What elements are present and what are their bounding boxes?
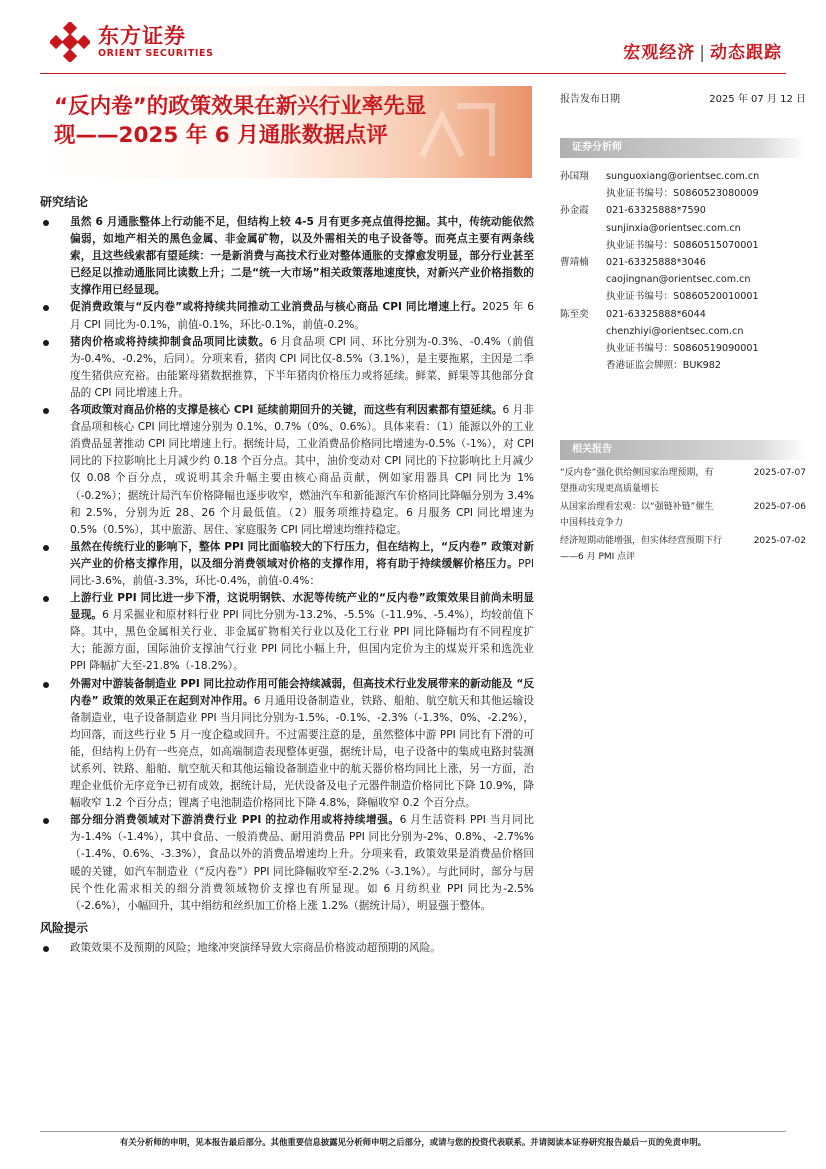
bullet-bold-text: 部分细分消费领域对下游消费行业 PPI 的拉动作用或将持续增强。 <box>70 814 400 827</box>
title-banner <box>40 86 532 178</box>
conclusion-bullet <box>40 402 534 539</box>
bullet-text: 6 月采掘业和原材料行业 PPI 同比分别为-13.2%、-5.5%（-11.9%、-5.4%），均较前值下降。其中，黑色金属相关行业、非金属矿物相关行业以及化工行业 PPI 同比降幅均有不同程度扩大；能源方面，国际油价支撑油气行业 PPI 同比小幅上升，但国内定价为主的煤炭开采和选洗业 PPI 降幅扩大至-21.8%（-18.2%）。 <box>70 609 534 673</box>
analyst-license: 执业证书编号：S0860523080009 <box>606 188 759 200</box>
related-report-date: 2025-07-02 <box>753 536 806 546</box>
related-report-date: 2025-07-07 <box>753 468 806 478</box>
analyst-email[interactable]: sunjinxia@orientsec.com.cn <box>606 222 741 234</box>
research-body <box>40 193 534 957</box>
analyst-name: 陈至奕 <box>560 308 589 320</box>
related-report-item[interactable] <box>560 465 806 497</box>
bullet-bold-text: 上游行业 PPI 同比进一步下滑，这说明钢铁、水泥等传统产业的“反内卷”政策效果目前尚未明显显现。 <box>70 592 534 622</box>
brand-logo <box>50 22 214 62</box>
conclusion-heading: 研究结论 <box>40 195 89 209</box>
related-report-title-l2: ——6 月 PMI 点评 <box>560 552 636 562</box>
related-report-title-l1: 经济短期动能增强，但实体经营预期下行 <box>560 536 723 546</box>
analyst-name: 曹靖楠 <box>560 257 589 269</box>
report-type: 宏观经济 | 动态跟踪 <box>623 43 782 63</box>
analyst-email[interactable]: sunguoxiang@orientsec.com.cn <box>606 171 760 182</box>
related-header-bar: 相关报告 <box>560 440 806 460</box>
bullet-dot-icon <box>43 818 49 824</box>
related-report-title-l2: 中国科技竞争力 <box>560 518 624 528</box>
analyst-hk-license: 香港证监会牌照：BUK982 <box>606 360 721 372</box>
report-title <box>54 92 426 150</box>
analyst-license: 执业证书编号：S0860519090001 <box>606 343 759 355</box>
bullet-bold-text: 各项政策对商品价格的支撑是核心 CPI 延续前期回升的关键，而这些有利因素都有望延续。 <box>70 404 503 417</box>
conclusion-bullet <box>40 812 534 915</box>
analyst-entry <box>560 306 806 375</box>
bullet-text: 6 月通用设备制造业，铁路、船舶、航空航天和其他运输设备制造业，电子设备制造业 PPI 当月同比分别为-1.5%、-0.1%、-2.3%（-1.3%、0%、-2.2%），均回落，而这些行业 5 月一度企稳或回升。不过需要注意的是，虽然整体中游 PPI 同比有下滑的可能，但结构上仍有一些亮点，如高端制造表现整体更强，据统计局，电子设备中的集成电路封装测试系列、铁路、船舶、航空航天和其他运输设备制造业中的航天器价格均同比上涨，另一方面，治理企业低价无序竞争已初有成效，据统计局，光伏设备及电子元器件制造价格同比下降 10.9%，降幅收窄 1.2 个百分点；锂离子电池制造价格同比下降 4.8%，降幅收窄 0.2 个百分点。 <box>70 694 534 810</box>
risk-text: 政策效果不及预期的风险；地缘冲突演绎导致大宗商品价格波动超预期的风险。 <box>70 941 441 954</box>
related-report-title-l1: “反内卷”强化供给侧国家治理预期，有 <box>560 468 714 478</box>
analyst-entry <box>560 254 806 306</box>
footer-disclaimer: 有关分析师的申明，见本报告最后部分。其他重要信息披露见分析师申明之后部分，或请与您的投资代表联系。并请阅读本证券研究报告最后一页的免责申明。 <box>119 1137 707 1147</box>
analyst-email[interactable]: chenzhiyi@orientsec.com.cn <box>606 325 744 337</box>
bullet-text: 2025 年 6 月 CPI 同比为-0.1%，前值-0.1%，环比-0.1%，前值-0.2%。 <box>70 301 535 331</box>
analyst-phone: 021-63325888*3046 <box>606 257 706 269</box>
bullet-dot-icon <box>43 545 49 551</box>
orient-logo-icon <box>50 22 90 62</box>
bullet-bold-text: 猪肉价格或将持续抑制食品项同比读数。 <box>70 335 271 348</box>
logo-text-cn: 东方证券 <box>98 24 186 48</box>
publish-date-label: 报告发布日期 <box>560 94 620 105</box>
conclusion-bullet <box>40 676 534 813</box>
bullet-text: 6 月非食品项和核心 CPI 同比增速分别为 0.1%、0.7%（0%、0.6%）。具体来看：（1）能源以外的工业消费品显著推动 CPI 同比增速上行。据统计局，工业消费品价格同比增速为-0.5%（-1%），对 CPI 同比的下拉影响比上月减少约 0.18 个百分点。其中，油价变动对 CPI 同比的下拉影响比上月减少仅 0.08 个百分点，或说明其余升幅主要由核心商品贡献，例如家用器具 CPI 同比为 1%（-0.2%）；据统计局汽车价格降幅也逐步收窄，燃油汽车和新能源汽车价格同比降幅分别为 3.4%和 2.5%，分别为近 28、26 个月最低值。（2）服务项维持稳定。6 月服务 CPI 同比增速为 0.5%（0.5%），其中旅游、居住、家庭服务 CPI 同比增速均维持稳定。 <box>70 404 534 536</box>
conclusion-bullet <box>40 334 534 402</box>
publish-date-row <box>560 90 806 105</box>
related-header <box>560 440 806 460</box>
analyst-name: 孙国翔 <box>560 171 589 182</box>
bullet-dot-icon <box>43 220 49 226</box>
bullet-text: 6 月生活资料 PPI 当月同比为-1.4%（-1.4%），其中食品、一般消费品、耐用消费品 PPI 同比分别为-2%、0.8%、-2.7%%（-1.4%、0.6%、-3.3%），食品以外的消费品增速均上升。分项来看，政策效果是消费品价格回暖的关键，如汽车制造业（“反内卷”）PPI 同比降幅收窄至-2.2%（-3.1%）。与此同时，部分与居民个性化需求相关的细分消费领域物价支撑也有所显现。如 6 月纺织业 PPI 同比为-2.5%（-2.6%），小幅回升，其中绢纺和丝织加工价格上涨 1.2%（据统计局），明显强于整体。 <box>70 814 534 912</box>
analyst-entry <box>560 168 806 202</box>
bullet-dot-icon <box>43 946 49 952</box>
related-report-item[interactable] <box>560 533 806 565</box>
analyst-email[interactable]: caojingnan@orientsec.com.cn <box>606 274 751 286</box>
analysts-header-bar: 证券分析师 <box>560 138 806 158</box>
analyst-phone: 021-63325888*6044 <box>606 308 706 320</box>
analyst-phone: 021-63325888*7590 <box>606 205 706 217</box>
analyst-license: 执业证书编号：S0860520010001 <box>606 291 759 303</box>
related-report-item[interactable] <box>560 499 806 531</box>
bullet-dot-icon <box>43 408 49 414</box>
bullet-bold-text: 促消费政策与“反内卷”或将持续共同推动工业消费品与核心商品 CPI 同比增速上行。 <box>70 301 483 314</box>
conclusion-bullet <box>40 214 534 299</box>
analyst-list <box>560 168 806 374</box>
conclusion-bullet <box>40 299 534 333</box>
related-report-date: 2025-07-06 <box>753 502 806 512</box>
report-title-line1: “反内卷”的政策效果在新兴行业率先显 <box>54 94 427 119</box>
analyst-entry <box>560 202 806 254</box>
bullet-dot-icon <box>43 596 49 602</box>
bullet-dot-icon <box>43 340 49 346</box>
bullet-text: PPI 同比-3.6%，前值-3.3%，环比-0.4%，前值-0.4%： <box>70 557 534 587</box>
report-title-line2: 现——2025 年 6 月通胀数据点评 <box>54 123 388 148</box>
analyst-name: 孙金霞 <box>560 205 589 217</box>
conclusion-bullet <box>40 590 534 675</box>
report-category: 宏观经济 <box>623 43 696 63</box>
related-report-title-l1: 从国家治理看宏观：以“强链补链”催生 <box>560 502 714 512</box>
analysts-header <box>560 138 806 158</box>
footer-rule <box>40 1131 786 1132</box>
bullet-text: 6 月食品项 CPI 同、环比分别为-0.3%、-0.4%（前值为-0.4%、-0.2%，后同）。分项来看，猪肉 CPI 同比仅-8.5%（3.1%），是主要拖累，主因是二季度生猪供应充裕。由能繁母猪数据推算，下半年猪肉价格压力或将延续。鲜菜、鲜果等其他部分食品的 CPI 同比增速上升。 <box>70 335 534 399</box>
risk-bullet <box>40 940 534 957</box>
related-report-list <box>560 465 806 565</box>
header-rule <box>40 73 786 74</box>
bullet-bold-text: 虽然 6 月通胀整体上行动能不足，但结构上较 4-5 月有更多亮点值得挖掘。其中，传统动能依然偏弱，如地产相关的黑色金属、非金属矿物，以及外需相关的电子设备等。而亮点主要有两条线索，且这些线索都有望延续：一是新消费与高技术行业对整体通胀的支撑愈发明显，部分行业甚至已经足以推动通胀同比读数上升；二是“统一大市场”相关政策落地速度快，对新兴产业价格指数的支撑作用已经显现。 <box>70 216 534 297</box>
risk-heading: 风险提示 <box>40 920 89 935</box>
report-subcategory: 动态跟踪 <box>710 43 782 63</box>
bullet-dot-icon <box>43 682 49 688</box>
logo-text-en: ORIENT SECURITIES <box>98 48 214 59</box>
conclusion-bullet <box>40 539 534 590</box>
analyst-license: 执业证书编号：S0860515070001 <box>606 239 759 251</box>
related-report-title-l2: 望推动实现更高质量增长 <box>560 484 660 494</box>
bullet-dot-icon <box>43 305 49 311</box>
bullet-bold-text: 虽然在传统行业的影响下，整体 PPI 同比面临较大的下行压力，但在结构上，“反内卷” 政策对新兴产业的价格支撑作用，以及细分消费领域对价格的支撑作用，将有助于持续缓解价格压力。 <box>70 540 534 570</box>
bullet-bold-text: 外需对中游装备制造业 PPI 同比拉动作用可能会持续减弱，但高技术行业发展带来的新动能及 “反内卷” 政策的效果正在起到对冲作用。 <box>70 677 534 707</box>
publish-date-value: 2025 年 07 月 12 日 <box>709 94 806 105</box>
